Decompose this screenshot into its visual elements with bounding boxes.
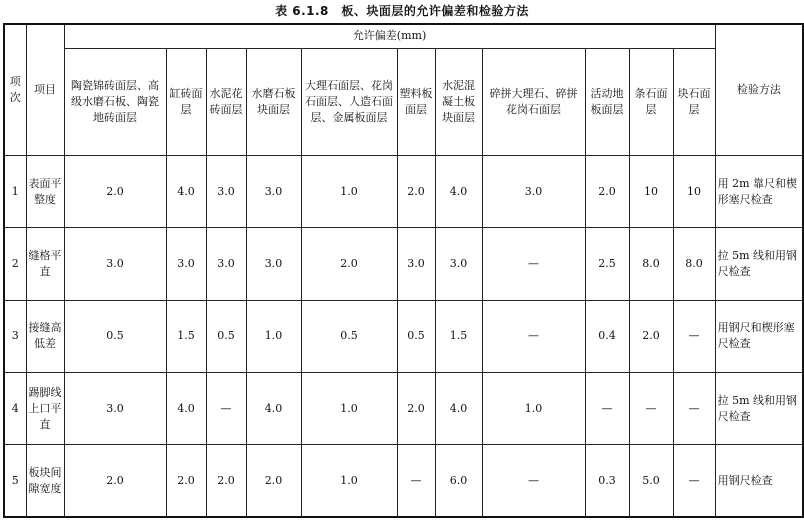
header-col: 条石面层 <box>629 48 673 155</box>
value-cell: 5.0 <box>629 445 673 517</box>
row-item: 接缝高低差 <box>26 300 64 372</box>
row-index: 4 <box>4 372 26 444</box>
header-col: 塑料板面层 <box>397 48 435 155</box>
row-item: 踢脚线上口平直 <box>26 372 64 444</box>
value-cell: 0.4 <box>585 300 629 372</box>
value-cell: — <box>482 445 585 517</box>
row-item: 板块间隙宽度 <box>26 445 64 517</box>
header-col: 陶瓷锦砖面层、高级水磨石板、陶瓷地砖面层 <box>64 48 166 155</box>
value-cell: 10 <box>629 156 673 228</box>
value-cell: 0.3 <box>585 445 629 517</box>
value-cell: 4.0 <box>166 372 206 444</box>
value-cell: 3.0 <box>64 372 166 444</box>
tolerance-table <box>3 23 804 518</box>
value-cell: 2.0 <box>64 445 166 517</box>
value-cell: 2.0 <box>64 156 166 228</box>
table-row <box>4 156 803 228</box>
table-row <box>4 372 803 444</box>
value-cell: — <box>482 228 585 300</box>
value-cell: 1.0 <box>301 156 397 228</box>
value-cell: 1.0 <box>246 300 301 372</box>
value-cell: — <box>482 300 585 372</box>
value-cell: 4.0 <box>246 372 301 444</box>
value-cell: 0.5 <box>206 300 246 372</box>
value-cell: — <box>629 372 673 444</box>
value-cell: 8.0 <box>673 228 715 300</box>
value-cell: 2.0 <box>301 228 397 300</box>
row-index: 1 <box>4 156 26 228</box>
value-cell: 1.0 <box>301 445 397 517</box>
value-cell: 3.0 <box>166 228 206 300</box>
header-tolerance-group: 允许偏差(mm) <box>64 24 715 48</box>
header-row-group <box>4 24 803 48</box>
header-index: 项次 <box>4 24 26 156</box>
table-title: 表 6.1.8 板、块面层的允许偏差和检验方法 <box>275 4 529 18</box>
value-cell: 3.0 <box>397 228 435 300</box>
table-row <box>4 445 803 517</box>
value-cell: 3.0 <box>246 228 301 300</box>
value-cell: 0.5 <box>64 300 166 372</box>
value-cell: 3.0 <box>206 156 246 228</box>
row-index: 2 <box>4 228 26 300</box>
header-col: 活动地板面层 <box>585 48 629 155</box>
header-col: 水泥混凝土板块面层 <box>435 48 482 155</box>
value-cell: 4.0 <box>435 156 482 228</box>
value-cell: 3.0 <box>482 156 585 228</box>
value-cell: 2.0 <box>246 445 301 517</box>
method-cell: 用钢尺和楔形塞尺检查 <box>715 300 803 372</box>
header-col: 碎拼大理石、碎拼花岗石面层 <box>482 48 585 155</box>
header-col: 缸砖面层 <box>166 48 206 155</box>
method-cell: 用钢尺检查 <box>715 445 803 517</box>
header-col: 大理石面层、花岗石面层、人造石面层、金属板面层 <box>301 48 397 155</box>
value-cell: 6.0 <box>435 445 482 517</box>
method-cell: 用 2m 靠尺和楔形塞尺检查 <box>715 156 803 228</box>
value-cell: 8.0 <box>629 228 673 300</box>
value-cell: 2.0 <box>166 445 206 517</box>
value-cell: 1.5 <box>435 300 482 372</box>
row-item: 缝格平直 <box>26 228 64 300</box>
value-cell: 0.5 <box>397 300 435 372</box>
value-cell: — <box>673 372 715 444</box>
value-cell: 3.0 <box>435 228 482 300</box>
row-item: 表面平整度 <box>26 156 64 228</box>
value-cell: 1.0 <box>301 372 397 444</box>
value-cell: — <box>585 372 629 444</box>
value-cell: 10 <box>673 156 715 228</box>
value-cell: 1.5 <box>166 300 206 372</box>
header-method: 检验方法 <box>715 24 803 156</box>
header-item: 项目 <box>26 24 64 156</box>
value-cell: 0.5 <box>301 300 397 372</box>
value-cell: — <box>673 445 715 517</box>
value-cell: 2.0 <box>206 445 246 517</box>
header-row-columns <box>4 48 803 155</box>
row-index: 5 <box>4 445 26 517</box>
value-cell: — <box>397 445 435 517</box>
header-col: 水泥花砖面层 <box>206 48 246 155</box>
header-col: 水磨石板块面层 <box>246 48 301 155</box>
value-cell: 1.0 <box>482 372 585 444</box>
value-cell: 3.0 <box>206 228 246 300</box>
value-cell: 4.0 <box>435 372 482 444</box>
value-cell: 3.0 <box>246 156 301 228</box>
header-col: 块石面层 <box>673 48 715 155</box>
value-cell: 2.5 <box>585 228 629 300</box>
table-row <box>4 300 803 372</box>
method-cell: 拉 5m 线和用钢尺检查 <box>715 228 803 300</box>
value-cell: — <box>673 300 715 372</box>
value-cell: 2.0 <box>585 156 629 228</box>
table-row <box>4 228 803 300</box>
value-cell: 2.0 <box>629 300 673 372</box>
method-cell: 拉 5m 线和用钢尺检查 <box>715 372 803 444</box>
row-index: 3 <box>4 300 26 372</box>
value-cell: 4.0 <box>166 156 206 228</box>
value-cell: — <box>206 372 246 444</box>
value-cell: 2.0 <box>397 156 435 228</box>
value-cell: 3.0 <box>64 228 166 300</box>
value-cell: 2.0 <box>397 372 435 444</box>
